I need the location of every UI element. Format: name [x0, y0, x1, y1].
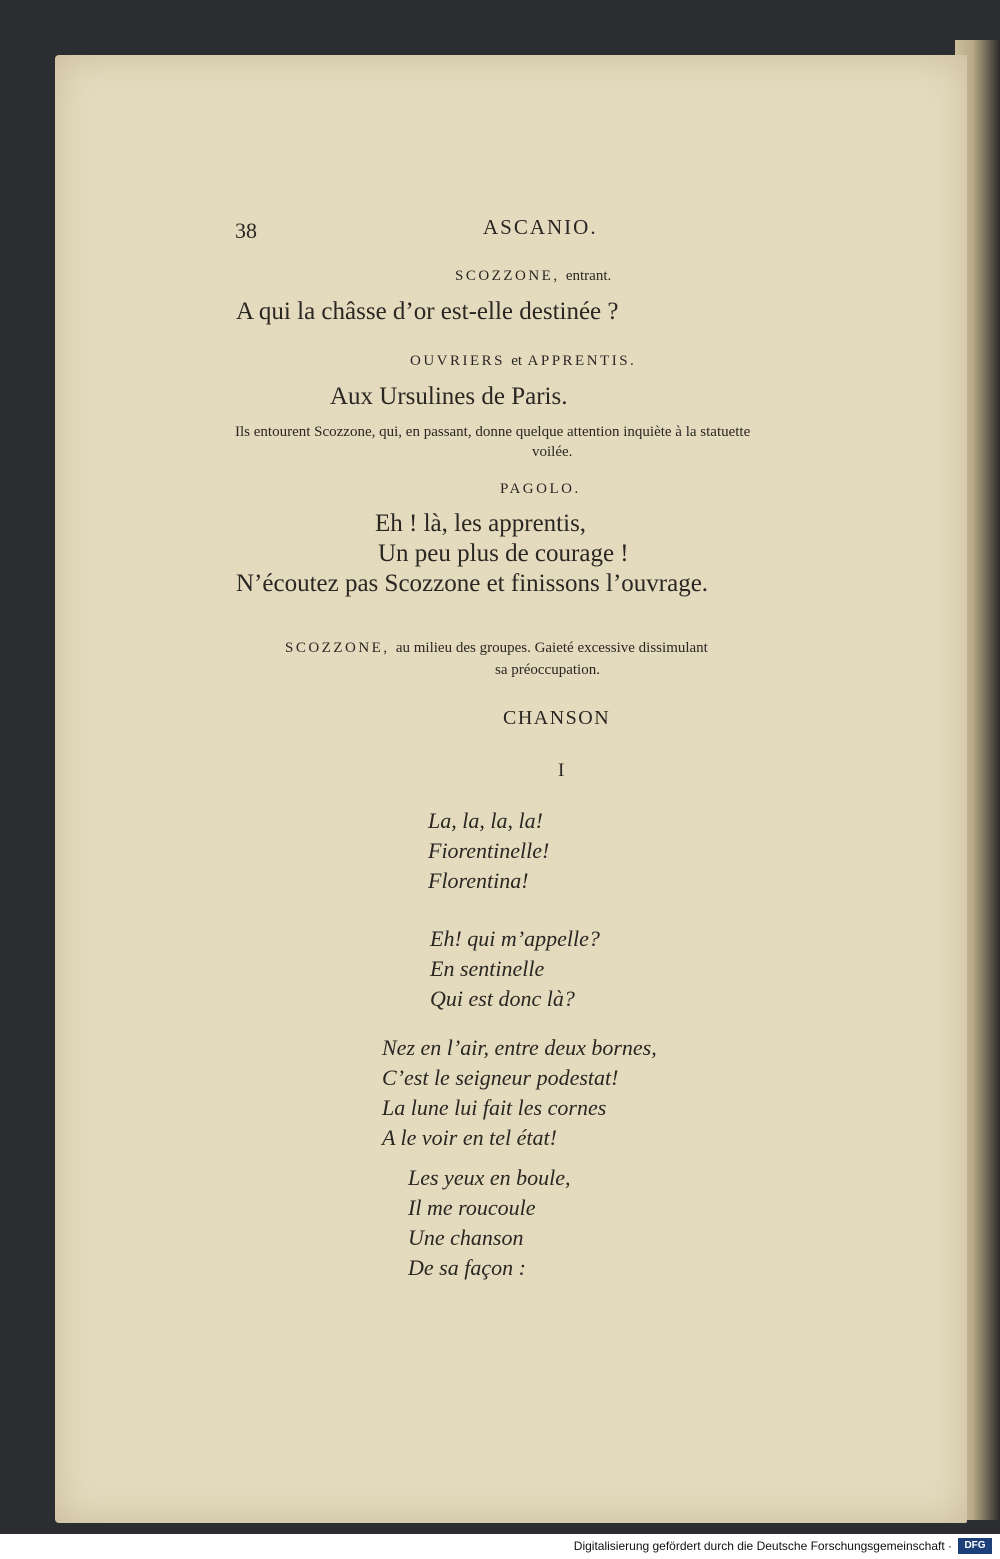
- stage-direction: voilée.: [532, 444, 573, 460]
- song-line: Les yeux en boule,: [408, 1165, 571, 1190]
- song-line: Il me roucoule: [408, 1195, 536, 1220]
- song-line: Une chanson: [408, 1225, 524, 1250]
- song-line: Eh! qui m’appelle?: [430, 926, 600, 951]
- speaker-direction: entrant.: [565, 268, 612, 284]
- song-line: La, la, la, la!: [428, 808, 543, 833]
- dfg-logo: DFG: [958, 1538, 992, 1554]
- song-line: De sa façon :: [408, 1255, 526, 1280]
- verse-line: Aux Ursulines de Paris.: [330, 383, 568, 410]
- speaker-name: SCOZZONE,: [455, 268, 560, 284]
- song-title: CHANSON: [503, 707, 611, 729]
- song-line: Nez en l’air, entre deux bornes,: [382, 1035, 657, 1060]
- speaker-scozzone-2: [285, 640, 708, 657]
- digitization-credit: Digitalisierung gefördert durch die Deutsche Forschungsgemeinschaft ·: [573, 1539, 952, 1553]
- song-line: Fiorentinelle!: [428, 838, 550, 863]
- speaker-scozzone: [455, 268, 611, 285]
- stage-direction: Ils entourent Scozzone, qui, en passant, donne quelque attention inquiète à la statuette: [235, 424, 751, 440]
- verse-line: N’écoutez pas Scozzone et finissons l’ouvrage.: [236, 570, 709, 597]
- verse-line: Un peu plus de courage !: [378, 540, 629, 567]
- song-line: A le voir en tel état!: [382, 1125, 557, 1150]
- song-numeral: I: [558, 760, 565, 781]
- speaker-ouvriers: [410, 353, 636, 370]
- book-page: [55, 55, 967, 1523]
- speaker-conjunction: et: [511, 353, 523, 369]
- running-title: ASCANIO.: [483, 215, 598, 239]
- song-line: Florentina!: [428, 868, 529, 893]
- song-line: En sentinelle: [430, 956, 545, 981]
- verse-line: Eh ! là, les apprentis,: [375, 510, 587, 537]
- speaker-direction-cont: sa préoccupation.: [495, 662, 600, 678]
- speaker-name-2: APPRENTIS.: [527, 353, 637, 369]
- song-line: C’est le seigneur podestat!: [382, 1065, 619, 1090]
- verse-line: A qui la châsse d’or est-elle destinée ?: [236, 298, 619, 325]
- speaker-name: OUVRIERS: [410, 353, 506, 369]
- speaker-direction: au milieu des groupes. Gaieté excessive dissimulant: [395, 640, 708, 656]
- song-line: La lune lui fait les cornes: [382, 1095, 607, 1120]
- speaker-pagolo: PAGOLO.: [500, 481, 581, 497]
- song-line: Qui est donc là?: [430, 986, 575, 1011]
- page-number: 38: [235, 218, 257, 243]
- speaker-name: SCOZZONE,: [285, 640, 390, 656]
